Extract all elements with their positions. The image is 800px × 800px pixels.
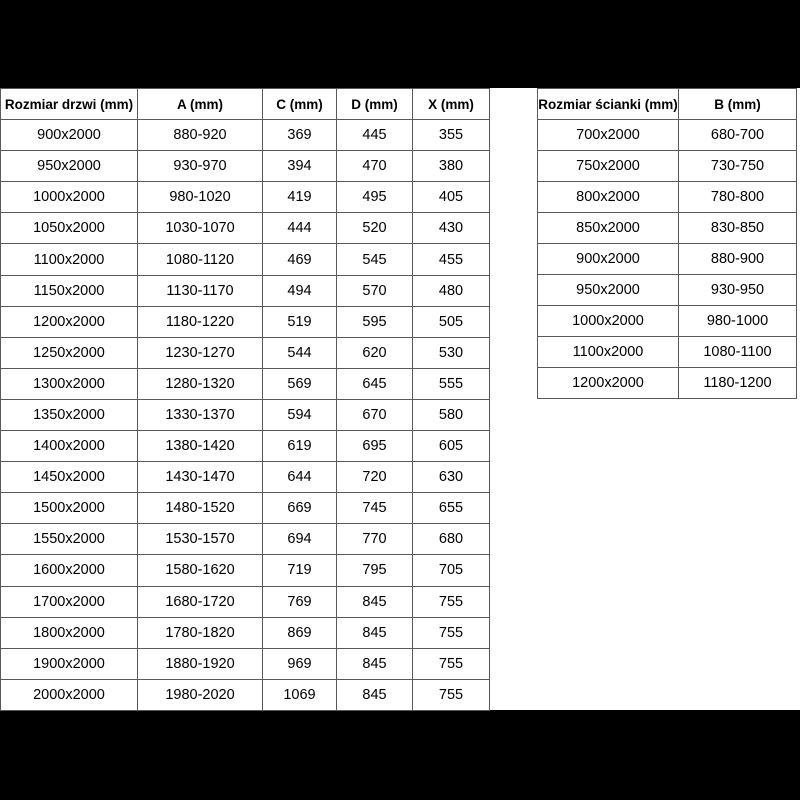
wall-table-body <box>538 120 797 399</box>
table-cell: 620 <box>337 337 413 368</box>
table-cell: 645 <box>337 368 413 399</box>
table-cell: 1100x2000 <box>1 244 138 275</box>
door-table-header-d: D (mm) <box>337 89 413 120</box>
table-cell: 1069 <box>263 679 337 710</box>
table-cell: 405 <box>413 182 490 213</box>
table-row <box>1 151 490 182</box>
table-cell: 444 <box>263 213 337 244</box>
table-cell: 1430-1470 <box>138 462 263 493</box>
table-row <box>1 275 490 306</box>
table-cell: 545 <box>337 244 413 275</box>
table-cell: 469 <box>263 244 337 275</box>
table-row <box>538 151 797 182</box>
table-cell: 495 <box>337 182 413 213</box>
table-cell: 930-970 <box>138 151 263 182</box>
table-row <box>1 213 490 244</box>
table-cell: 755 <box>413 586 490 617</box>
table-row <box>1 648 490 679</box>
table-cell: 644 <box>263 462 337 493</box>
table-cell: 869 <box>263 617 337 648</box>
table-cell: 430 <box>413 213 490 244</box>
table-cell: 705 <box>413 555 490 586</box>
table-row <box>538 275 797 306</box>
table-cell: 1900x2000 <box>1 648 138 679</box>
table-cell: 680 <box>413 524 490 555</box>
table-cell: 355 <box>413 120 490 151</box>
table-cell: 950x2000 <box>1 151 138 182</box>
table-cell: 570 <box>337 275 413 306</box>
table-cell: 1400x2000 <box>1 431 138 462</box>
door-table-body <box>1 120 490 711</box>
table-cell: 594 <box>263 399 337 430</box>
table-cell: 700x2000 <box>538 120 679 151</box>
table-row <box>538 306 797 337</box>
table-row <box>1 120 490 151</box>
table-row <box>1 368 490 399</box>
table-cell: 720 <box>337 462 413 493</box>
table-row <box>538 244 797 275</box>
table-cell: 969 <box>263 648 337 679</box>
table-cell: 750x2000 <box>538 151 679 182</box>
table-row <box>1 586 490 617</box>
table-cell: 900x2000 <box>538 244 679 275</box>
wall-table-header-row <box>538 89 797 120</box>
table-cell: 1050x2000 <box>1 213 138 244</box>
table-cell: 680-700 <box>679 120 797 151</box>
table-cell: 670 <box>337 399 413 430</box>
table-cell: 605 <box>413 431 490 462</box>
table-cell: 1130-1170 <box>138 275 263 306</box>
table-cell: 950x2000 <box>538 275 679 306</box>
table-cell: 1550x2000 <box>1 524 138 555</box>
table-cell: 419 <box>263 182 337 213</box>
table-cell: 1480-1520 <box>138 493 263 524</box>
table-cell: 655 <box>413 493 490 524</box>
table-cell: 900x2000 <box>1 120 138 151</box>
table-cell: 1000x2000 <box>1 182 138 213</box>
table-cell: 845 <box>337 648 413 679</box>
table-cell: 505 <box>413 306 490 337</box>
table-cell: 1350x2000 <box>1 399 138 430</box>
table-cell: 769 <box>263 586 337 617</box>
table-cell: 1230-1270 <box>138 337 263 368</box>
table-cell: 380 <box>413 151 490 182</box>
table-row <box>538 368 797 399</box>
table-cell: 719 <box>263 555 337 586</box>
table-row <box>1 679 490 710</box>
table-cell: 830-850 <box>679 213 797 244</box>
table-cell: 1580-1620 <box>138 555 263 586</box>
table-cell: 795 <box>337 555 413 586</box>
table-cell: 780-800 <box>679 182 797 213</box>
table-cell: 1780-1820 <box>138 617 263 648</box>
table-row <box>538 337 797 368</box>
table-cell: 1080-1120 <box>138 244 263 275</box>
table-cell: 1100x2000 <box>538 337 679 368</box>
table-row <box>1 244 490 275</box>
table-row <box>1 524 490 555</box>
table-cell: 1250x2000 <box>1 337 138 368</box>
table-cell: 1180-1200 <box>679 368 797 399</box>
wall-table-header-b: B (mm) <box>679 89 797 120</box>
table-cell: 619 <box>263 431 337 462</box>
table-row <box>1 617 490 648</box>
table-cell: 369 <box>263 120 337 151</box>
table-cell: 1180-1220 <box>138 306 263 337</box>
table-cell: 930-950 <box>679 275 797 306</box>
table-row <box>1 182 490 213</box>
table-cell: 394 <box>263 151 337 182</box>
table-cell: 1200x2000 <box>538 368 679 399</box>
table-cell: 1700x2000 <box>1 586 138 617</box>
door-table-header-size: Rozmiar drzwi (mm) <box>1 89 138 120</box>
table-cell: 730-750 <box>679 151 797 182</box>
table-row <box>1 306 490 337</box>
table-cell: 845 <box>337 679 413 710</box>
table-cell: 1030-1070 <box>138 213 263 244</box>
table-cell: 770 <box>337 524 413 555</box>
table-cell: 1380-1420 <box>138 431 263 462</box>
table-row <box>538 120 797 151</box>
table-cell: 694 <box>263 524 337 555</box>
table-cell: 480 <box>413 275 490 306</box>
table-cell: 755 <box>413 648 490 679</box>
table-cell: 530 <box>413 337 490 368</box>
table-cell: 845 <box>337 586 413 617</box>
table-cell: 745 <box>337 493 413 524</box>
table-cell: 695 <box>337 431 413 462</box>
table-cell: 595 <box>337 306 413 337</box>
table-cell: 669 <box>263 493 337 524</box>
door-table-header-row <box>1 89 490 120</box>
table-cell: 555 <box>413 368 490 399</box>
table-cell: 1530-1570 <box>138 524 263 555</box>
table-cell: 800x2000 <box>538 182 679 213</box>
table-cell: 755 <box>413 617 490 648</box>
table-cell: 980-1020 <box>138 182 263 213</box>
table-row <box>1 431 490 462</box>
table-cell: 445 <box>337 120 413 151</box>
table-cell: 544 <box>263 337 337 368</box>
table-cell: 470 <box>337 151 413 182</box>
table-row <box>538 182 797 213</box>
table-cell: 1150x2000 <box>1 275 138 306</box>
table-cell: 880-920 <box>138 120 263 151</box>
table-row <box>1 462 490 493</box>
table-cell: 1500x2000 <box>1 493 138 524</box>
table-cell: 1200x2000 <box>1 306 138 337</box>
table-cell: 980-1000 <box>679 306 797 337</box>
door-sizes-table <box>0 88 490 711</box>
table-cell: 569 <box>263 368 337 399</box>
table-cell: 1800x2000 <box>1 617 138 648</box>
wall-table-header-size: Rozmiar ścianki (mm) <box>538 89 679 120</box>
table-cell: 519 <box>263 306 337 337</box>
table-cell: 1280-1320 <box>138 368 263 399</box>
table-row <box>538 213 797 244</box>
table-row <box>1 337 490 368</box>
door-table-header-a: A (mm) <box>138 89 263 120</box>
table-cell: 1680-1720 <box>138 586 263 617</box>
table-cell: 494 <box>263 275 337 306</box>
table-cell: 1080-1100 <box>679 337 797 368</box>
table-cell: 755 <box>413 679 490 710</box>
table-cell: 880-900 <box>679 244 797 275</box>
table-cell: 850x2000 <box>538 213 679 244</box>
door-table-header-c: C (mm) <box>263 89 337 120</box>
table-cell: 1600x2000 <box>1 555 138 586</box>
table-cell: 580 <box>413 399 490 430</box>
table-cell: 1000x2000 <box>538 306 679 337</box>
table-cell: 2000x2000 <box>1 679 138 710</box>
table-row <box>1 555 490 586</box>
table-cell: 1980-2020 <box>138 679 263 710</box>
table-row <box>1 399 490 430</box>
table-row <box>1 493 490 524</box>
door-table-header-x: X (mm) <box>413 89 490 120</box>
table-cell: 1880-1920 <box>138 648 263 679</box>
table-cell: 455 <box>413 244 490 275</box>
table-cell: 1330-1370 <box>138 399 263 430</box>
table-cell: 845 <box>337 617 413 648</box>
table-cell: 1450x2000 <box>1 462 138 493</box>
wall-sizes-table <box>537 88 797 399</box>
table-cell: 520 <box>337 213 413 244</box>
table-cell: 630 <box>413 462 490 493</box>
table-cell: 1300x2000 <box>1 368 138 399</box>
